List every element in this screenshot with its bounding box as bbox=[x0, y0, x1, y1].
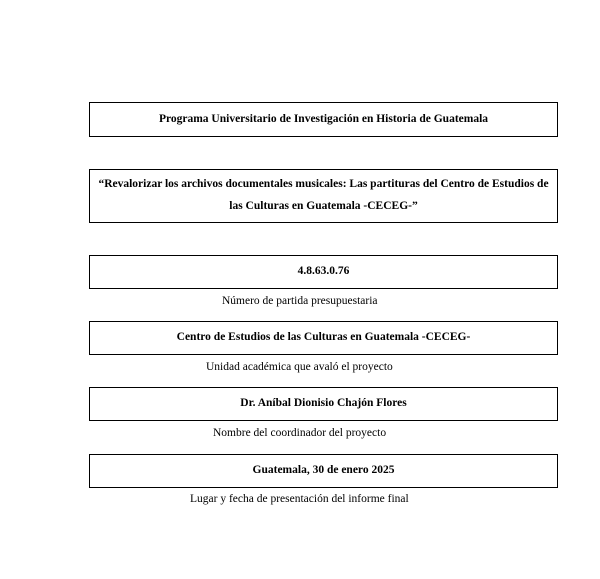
coordinator-name: Dr. Aníbal Dionisio Chajón Flores bbox=[240, 397, 407, 410]
budget-number-caption: Número de partida presupuestaria bbox=[222, 295, 378, 307]
academic-unit-caption: Unidad académica que avaló el proyecto bbox=[206, 361, 393, 373]
academic-unit-box bbox=[89, 321, 558, 355]
program-name: Programa Universitario de Investigación en Historia de Guatemala bbox=[158, 112, 489, 125]
academic-unit: Centro de Estudios de las Culturas en Guatemala -CECEG- bbox=[176, 331, 471, 344]
project-title-box bbox=[89, 169, 558, 223]
place-date-caption: Lugar y fecha de presentación del informe final bbox=[190, 493, 409, 505]
coordinator-caption: Nombre del coordinador del proyecto bbox=[213, 427, 387, 439]
place-date: Guatemala, 30 de enero 2025 bbox=[252, 464, 395, 477]
budget-number-box bbox=[89, 255, 558, 289]
project-title: “Revalorizar los archivos documentales musicales: Las partituras del Centro de Estudios de las Culturas en Guatemala -CECEG-” bbox=[98, 178, 549, 212]
place-date-box bbox=[89, 454, 558, 488]
coordinator-box bbox=[89, 387, 558, 421]
program-box bbox=[89, 102, 558, 137]
budget-number: 4.8.63.0.76 bbox=[297, 265, 350, 278]
